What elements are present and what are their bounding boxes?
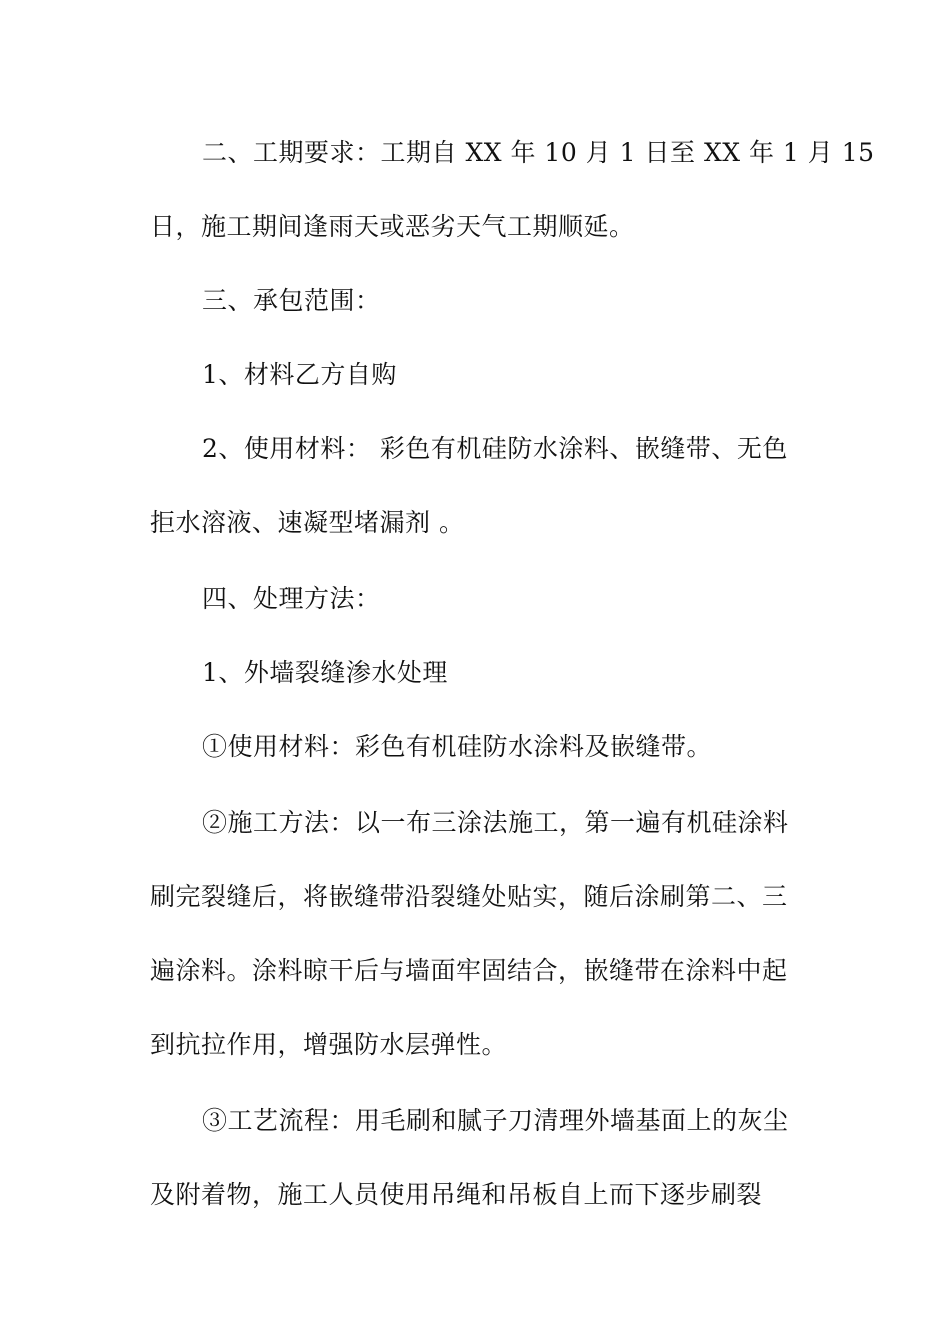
paragraph-line: 二、工期要求：工期自 XX 年 10 月 1 日至 XX 年 1 月 15 — [202, 138, 875, 167]
paragraph-line: 日，施工期间逢雨天或恶劣天气工期顺延。 — [150, 212, 635, 241]
paragraph-line: 及附着物，施工人员使用吊绳和吊板自上而下逐步刷裂 — [150, 1180, 763, 1209]
paragraph-line: 1、材料乙方自购 — [202, 360, 397, 389]
paragraph-line: 遍涂料。涂料晾干后与墙面牢固结合，嵌缝带在涂料中起 — [150, 956, 788, 985]
paragraph-line: 刷完裂缝后，将嵌缝带沿裂缝处贴实，随后涂刷第二、三 — [150, 882, 788, 911]
paragraph-line: 2、使用材料： 彩色有机硅防水涂料、嵌缝带、无色 — [202, 434, 788, 463]
subsection-heading: 1、外墙裂缝渗水处理 — [202, 658, 448, 687]
section-heading: 四、处理方法： — [202, 584, 381, 613]
section-heading: 三、承包范围： — [202, 286, 381, 315]
paragraph-line: 到抗拉作用，增强防水层弹性。 — [150, 1030, 508, 1059]
paragraph-line: ③工艺流程：用毛刷和腻子刀清理外墙基面上的灰尘 — [202, 1106, 789, 1135]
paragraph-line: 拒水溶液、速凝型堵漏剂 。 — [150, 508, 465, 537]
paragraph-line: ②施工方法：以一布三涂法施工，第一遍有机硅涂料 — [202, 808, 789, 837]
paragraph-line: ①使用材料：彩色有机硅防水涂料及嵌缝带。 — [202, 732, 713, 761]
